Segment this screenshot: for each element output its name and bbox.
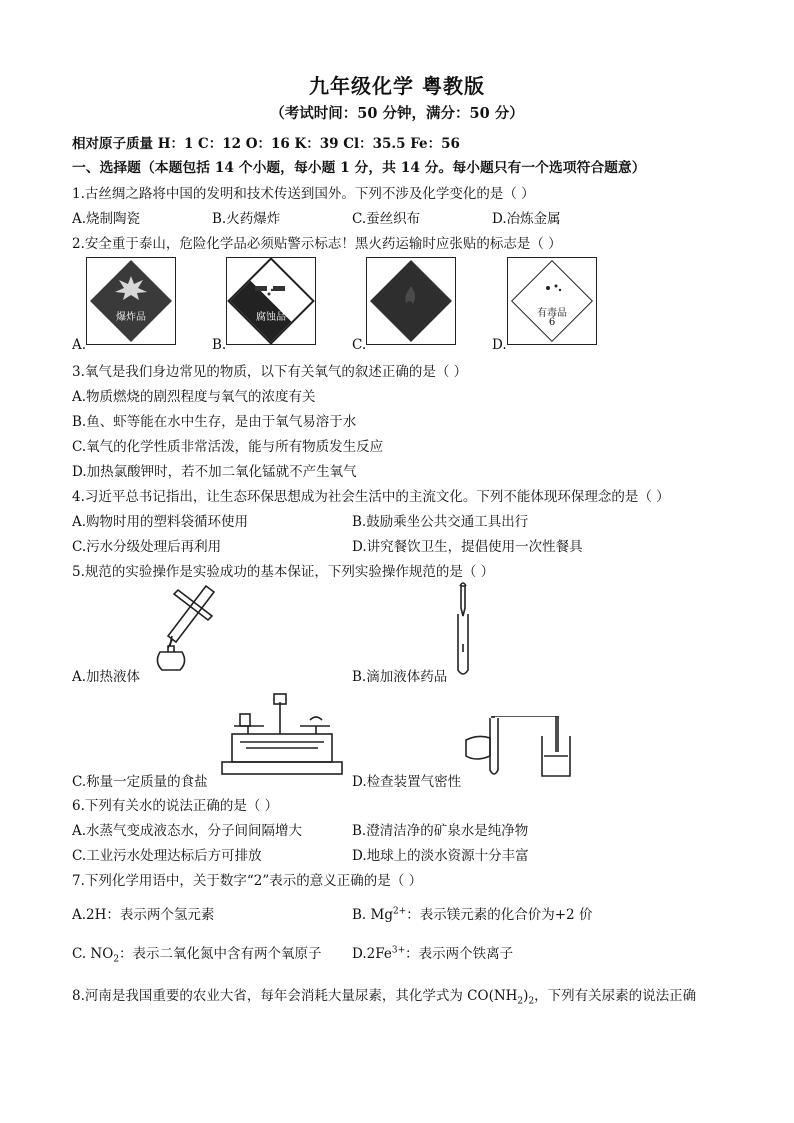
q4-option-d: D.讲究餐饮卫生，提倡使用一次性餐具 — [352, 539, 583, 555]
dropping-liquid-illustration — [448, 582, 478, 682]
q5-option-c: C.称量一定质量的食盐 — [72, 774, 208, 790]
q7-option-c-subscript: 2 — [113, 954, 120, 965]
q6-option-d: D.地球上的淡水资源十分丰富 — [352, 848, 529, 864]
q2-stem: 2.安全重于泰山，危险化学品必须贴警示标志！黑火药运输时应张贴的标志是（ ） — [72, 236, 562, 252]
q7-option-d — [352, 942, 513, 962]
weighing-balance-illustration — [216, 688, 348, 780]
q7-option-c — [72, 942, 322, 965]
skull-icon — [542, 282, 564, 296]
q8-subscript-2: 2 — [528, 996, 535, 1007]
q2-option-a: A. — [72, 337, 87, 353]
q7-option-d-text: ：表示两个铁离子 — [405, 946, 514, 962]
q6-stem: 6.下列有关水的说法正确的是（ ） — [72, 798, 279, 814]
q1-option-b: B.火药爆炸 — [212, 211, 281, 227]
exam-info: （考试时间：50 分钟，满分：50 分） — [270, 105, 524, 122]
toxic-sign — [507, 257, 597, 345]
atomic-mass-line: 相对原子质量 H：1 C：12 O：16 K：39 Cl：35.5 Fe：56 — [72, 136, 460, 152]
q7-option-a: A.2H：表示两个氢元素 — [72, 907, 215, 923]
toxic-diamond — [511, 260, 593, 342]
q8-stem-end: ，下列有关尿素的说法正确 — [534, 988, 697, 1004]
q4-option-a: A.购物时用的塑料袋循环使用 — [72, 514, 249, 530]
q4-option-c: C.污水分级处理后再利用 — [72, 539, 222, 555]
q5-option-d: D.检查装置气密性 — [352, 774, 462, 790]
q7-option-b-text: ：表示镁元素的化合价为+2 价 — [406, 907, 593, 923]
q7-option-c-text: ：表示二氧化氮中含有两个氧原子 — [119, 946, 322, 962]
q7-option-b-formula: B. Mg — [352, 907, 393, 923]
q5-option-a: A.加热液体 — [72, 669, 141, 685]
q7-option-b — [352, 903, 592, 923]
q4-stem: 4.习近平总书记指出，让生态环保思想成为社会生活中的主流文化。下列不能体现环保理念的是（ ） — [72, 489, 670, 505]
q7-option-b-charge: 2+ — [392, 906, 407, 917]
q8-paren: ) — [523, 988, 529, 1004]
q6-option-c: C.工业污水处理达标后方可排放 — [72, 848, 262, 864]
corrosive-label: 腐蚀品 — [256, 312, 286, 323]
q2-option-c: C. — [352, 337, 367, 353]
heating-liquid-illustration — [148, 582, 228, 678]
q3-stem: 3.氧气是我们身边常见的物质，以下有关氧气的叙述正确的是（ ） — [72, 364, 468, 380]
q3-option-c: C.氧气的化学性质非常活泼，能与所有物质发生反应 — [72, 439, 384, 455]
q1-stem: 1.古丝绸之路将中国的发明和技术传送到国外。下列不涉及化学变化的是（ ） — [72, 186, 535, 202]
q8-subscript-1: 2 — [517, 996, 524, 1007]
q7-stem: 7.下列化学用语中，关于数字“2”表示的意义正确的是（ ） — [72, 873, 423, 889]
q7-option-d-formula: D.2Fe — [352, 946, 392, 962]
q3-option-d: D.加热氯酸钾时，若不加二氧化锰就不产生氧气 — [72, 464, 357, 480]
q5-stem: 5.规范的实验操作是实验成功的基本保证，下列实验操作规范的是（ ） — [72, 564, 495, 580]
q3-option-b: B.鱼、虾等能在水中生存，是由于氧气易溶于水 — [72, 414, 357, 430]
page-title: 九年级化学 粤教版 — [309, 74, 485, 98]
q4-option-b: B.鼓励乘坐公共交通工具出行 — [352, 514, 529, 530]
q5-option-b: B.滴加液体药品 — [352, 669, 448, 685]
q6-option-b: B.澄清洁净的矿泉水是纯净物 — [352, 823, 529, 839]
flame-icon — [399, 284, 423, 308]
corrosive-sign — [226, 257, 316, 345]
q2-option-d: D. — [492, 337, 507, 353]
q1-option-c: C.蚕丝织布 — [352, 211, 421, 227]
q3-option-a: A.物质燃烧的剧烈程度与氧气的浓度有关 — [72, 389, 316, 405]
q2-option-b: B. — [212, 337, 227, 353]
corrosion-icon — [251, 280, 291, 298]
corrosive-diamond — [227, 257, 315, 345]
explosive-label: 爆炸品 — [116, 312, 146, 323]
toxic-class-number: 6 — [548, 317, 556, 328]
q1-option-a: A.烧制陶瓷 — [72, 211, 141, 227]
q8-stem — [72, 984, 696, 1007]
q8-stem-start: 8.河南是我国重要的农业大省，每年会消耗大量尿素，其化学式为 CO(NH — [72, 988, 518, 1004]
explosive-sign — [86, 257, 176, 345]
flammable-sign — [366, 257, 456, 345]
section-heading: 一、选择题（本题包括 14 个小题，每小题 1 分，共 14 分。每小题只有一个选项符合题意） — [72, 160, 646, 176]
explosion-icon — [111, 272, 151, 302]
toxic-label: 有毒品 — [537, 308, 567, 319]
q1-option-d: D.冶炼金属 — [492, 211, 561, 227]
airtightness-check-illustration — [462, 716, 572, 780]
q6-option-a: A.水蒸气变成液态水，分子间间隔增大 — [72, 823, 303, 839]
q7-option-c-formula: C. NO — [72, 946, 114, 962]
q7-option-d-charge: 3+ — [391, 945, 406, 956]
